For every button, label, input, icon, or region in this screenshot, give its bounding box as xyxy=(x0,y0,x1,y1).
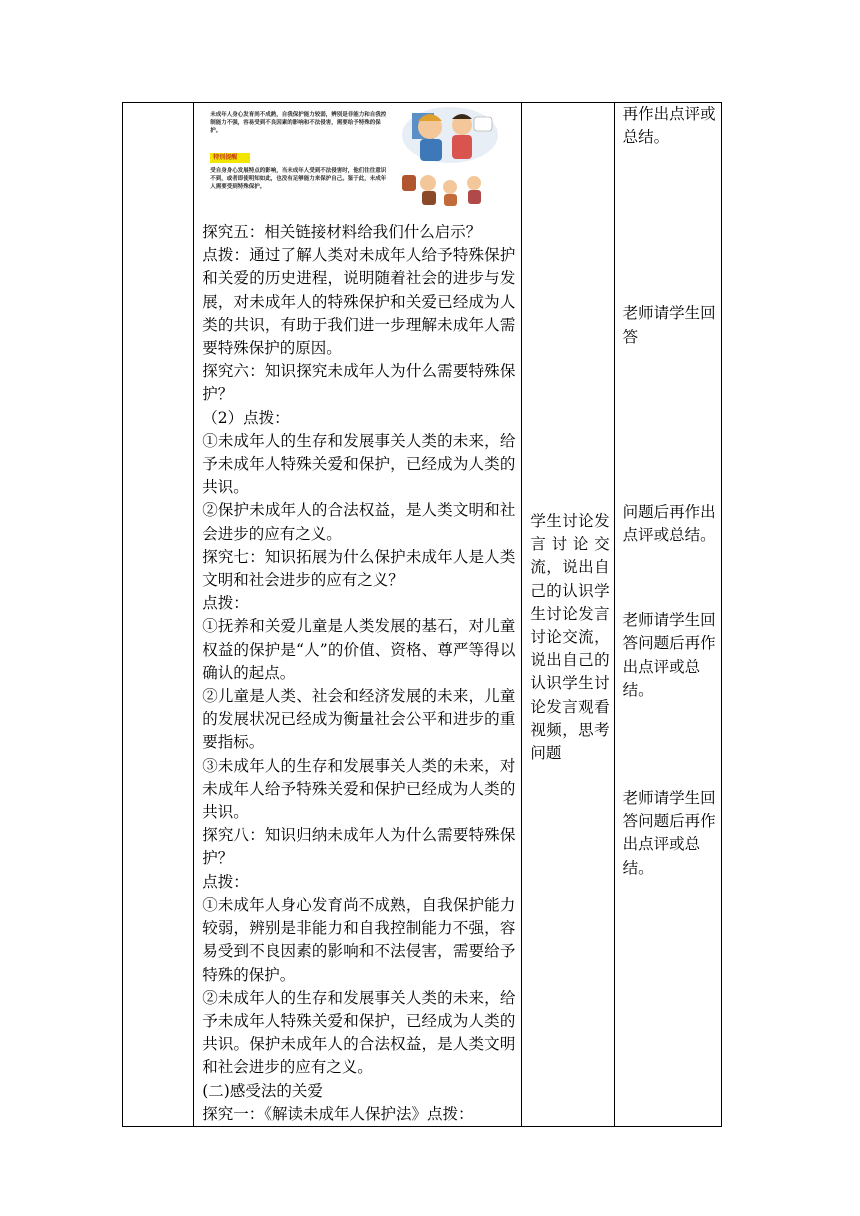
paragraph: 探究八：知识归纳未成年人为什么需要特殊保护？ xyxy=(202,826,516,868)
paragraph: ①未成年人的生存和发展事关人类的未来，给予未成年人特殊关爱和保护，已经成为人类的共识。 xyxy=(202,431,516,497)
paragraph: 探究六：知识探究未成年人为什么需要特殊保护？ xyxy=(202,362,516,404)
teacher-note-4: 老师请学生回答问题后再作出点评或总结。 xyxy=(622,611,716,699)
paragraph: ③未成年人的生存和发展事关人类的未来，对未成年人给予特殊关爱和保护已经成为人类的共识。 xyxy=(202,756,516,822)
illustration-tag: 特别提醒 xyxy=(213,154,238,161)
teacher-note-5: 老师请学生回答问题后再作出点评或总结。 xyxy=(622,789,716,877)
paragraph: 探究五：相关链接材料给我们什么启示？ xyxy=(202,223,482,241)
teacher-activity-cell xyxy=(614,103,721,1127)
lesson-content xyxy=(194,219,521,1126)
paragraph: 点拨： xyxy=(202,872,249,891)
table-row xyxy=(123,103,722,1127)
content-column-cell xyxy=(194,103,522,1127)
teacher-note-1: 再作出点评或总结。 xyxy=(622,105,716,147)
paragraph: (二)感受法的关爱 xyxy=(202,1081,323,1100)
paragraph: 探究七：知识拓展为什么保护未成年人是人类文明和社会进步的应有之义？ xyxy=(202,547,516,590)
stage-column-cell xyxy=(123,103,194,1127)
children-cartoon-image xyxy=(392,105,498,215)
teacher-note-3: 问题后再作出点评或总结。 xyxy=(622,502,716,545)
paragraph: ②未成年人的生存和发展事关人类的未来，给予未成年人特殊关爱和保护，已经成为人类的共识。保护未成年人的合法权益，是人类文明和社会进步的应有之义。 xyxy=(202,988,516,1077)
paragraph: 探究一：《解读未成年人保护法》点拨： xyxy=(202,1104,474,1123)
paragraph: ①未成年人身心发育尚不成熟，自我保护能力较弱，辨别是非能力和自我控制能力不强，容易受到不良因素的影响和不法侵害，需要给予特殊的保护。 xyxy=(202,895,516,984)
lesson-plan-table xyxy=(122,102,722,1127)
paragraph: ②儿童是人类、社会和经济发展的未来，儿童的发展状况已经成为衡量社会公平和进步的重要指标。 xyxy=(202,687,516,752)
paragraph: （2）点拨： xyxy=(202,408,290,427)
paragraph: ①抚养和关爱儿童是人类发展的基石，对儿童权益的保护是“人”的价值、资格、尊严等得以确认的起点。 xyxy=(202,617,516,682)
paragraph: 点拨： xyxy=(202,594,249,613)
student-activity-cell xyxy=(522,103,614,1127)
teacher-activity xyxy=(615,103,721,880)
student-activity-text: 学生讨论发言讨论交流，说出自己的认识学生讨论发言讨论交流，说出自己的认识学生讨论发言观看视频，思考问题 xyxy=(530,512,610,763)
illustration-text-top: 未成年人身心发育尚不成熟，自我保护能力较弱，辨别是非能力和自我控制能力不强，容易受到不良因素的影响和不法侵害，需要给予特殊的保护。 xyxy=(210,112,387,134)
paragraph: ②保护未成年人的合法权益，是人类文明和社会进步的应有之义。 xyxy=(202,501,516,543)
paragraph: 点拨：通过了解人类对未成年人给予特殊保护和关爱的历史进程，说明随着社会的进步与发展，对未成年人的特殊保护和关爱已经成为人类的共识，有助于我们进一步理解未成年人需要特殊保护的原因。 xyxy=(202,246,516,358)
illustration-text-bottom: 受自身身心发展特点的影响，当未成年人受到不法侵害时，他们往往意识不到，或者即使明知如此，也没有足够能力来保护自己。鉴于此，未成年人需要受到特殊保护。 xyxy=(210,168,387,190)
teacher-note-2: 老师请学生回答 xyxy=(622,304,716,346)
textbook-illustration xyxy=(202,105,498,215)
